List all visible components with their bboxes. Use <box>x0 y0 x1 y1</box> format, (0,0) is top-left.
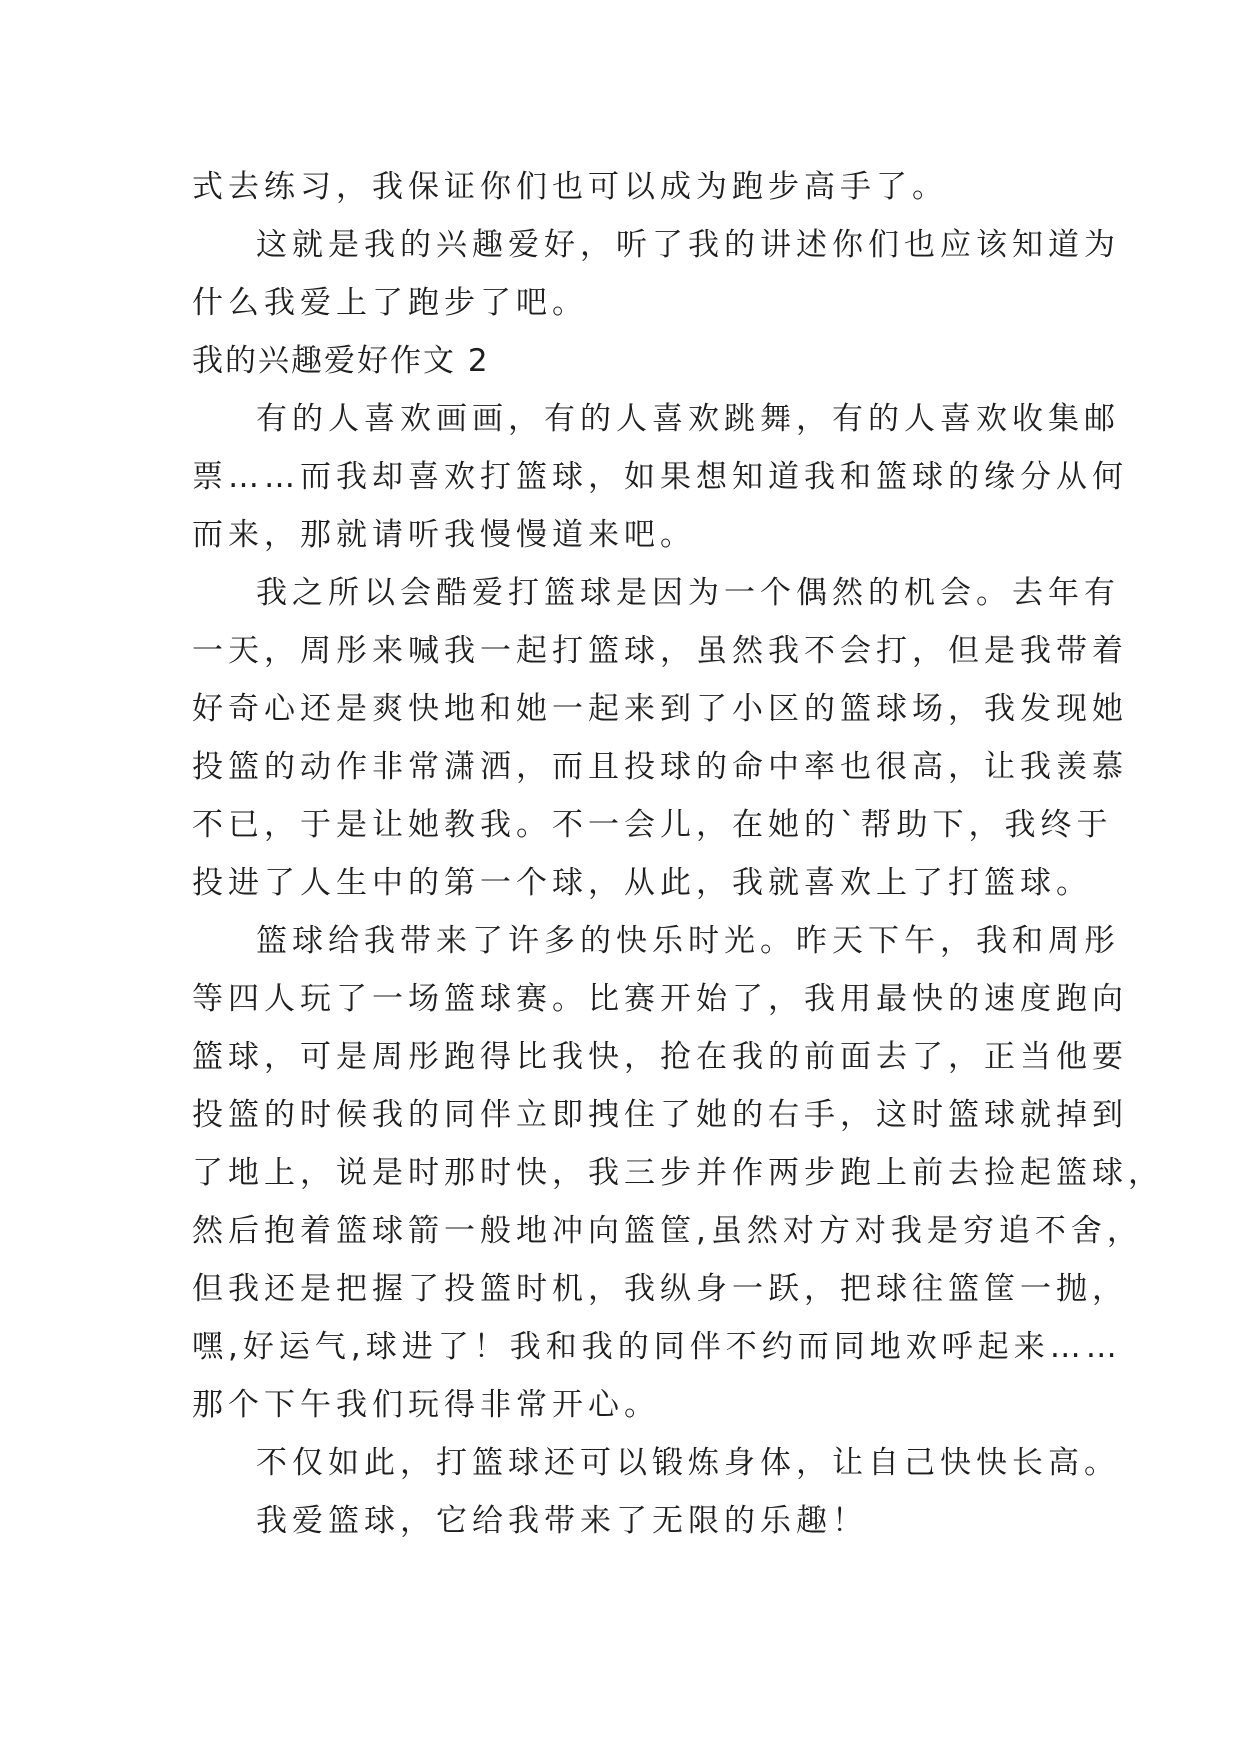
text-line: 但我还是把握了投篮时机，我纵身一跃，把球往篮筐一抛， <box>192 1271 1128 1307</box>
text-line: 那个下午我们玩得非常开心。 <box>192 1387 660 1423</box>
text-line: 式去练习，我保证你们也可以成为跑步高手了。 <box>192 169 948 205</box>
text-line: 投篮的时候我的同伴立即拽住了她的右手，这时篮球就掉到 <box>192 1097 1128 1133</box>
text-line: 不仅如此，打篮球还可以锻炼身体，让自己快快长高。 <box>256 1445 1120 1481</box>
text-line: 嘿,好运气,球进了！我和我的同伴不约而同地欢呼起来…… <box>192 1329 1122 1365</box>
text-line: 投篮的动作非常潇洒，而且投球的命中率也很高，让我羡慕 <box>192 749 1128 785</box>
text-line: 有的人喜欢画画，有的人喜欢跳舞，有的人喜欢收集邮 <box>256 401 1120 437</box>
text-line: 什么我爱上了跑步了吧。 <box>192 285 588 321</box>
text-line: 一天，周彤来喊我一起打篮球，虽然我不会打，但是我带着 <box>192 633 1128 669</box>
text-line: 篮球，可是周彤跑得比我快，抢在我的前面去了，正当他要 <box>192 1039 1128 1075</box>
text-line: 我之所以会酷爱打篮球是因为一个偶然的机会。去年有 <box>256 575 1120 611</box>
document-body <box>192 158 1164 1550</box>
text-line: 票……而我却喜欢打篮球，如果想知道我和篮球的缘分从何 <box>192 459 1128 495</box>
text-line: 我爱篮球，它给我带来了无限的乐趣！ <box>256 1503 868 1539</box>
text-line: 然后抱着篮球箭一般地冲向篮筐,虽然对方对我是穷追不舍， <box>192 1213 1143 1249</box>
essay-title: 我的兴趣爱好作文 2 <box>192 343 490 379</box>
text-line: 这就是我的兴趣爱好，听了我的讲述你们也应该知道为 <box>256 227 1120 263</box>
text-line: 好奇心还是爽快地和她一起来到了小区的篮球场，我发现她 <box>192 691 1128 727</box>
text-line: 了地上，说是时那时快，我三步并作两步跑上前去捡起篮球， <box>192 1155 1164 1191</box>
text-line: 篮球给我带来了许多的快乐时光。昨天下午，我和周彤 <box>256 923 1120 959</box>
text-line: 等四人玩了一场篮球赛。比赛开始了，我用最快的速度跑向 <box>192 981 1128 1017</box>
text-line: 而来，那就请听我慢慢道来吧。 <box>192 517 696 553</box>
text-line: 投进了人生中的第一个球，从此，我就喜欢上了打篮球。 <box>192 865 1092 901</box>
text-line: 不已，于是让她教我。不一会儿，在她的`帮助下，我终于 <box>192 807 1113 843</box>
